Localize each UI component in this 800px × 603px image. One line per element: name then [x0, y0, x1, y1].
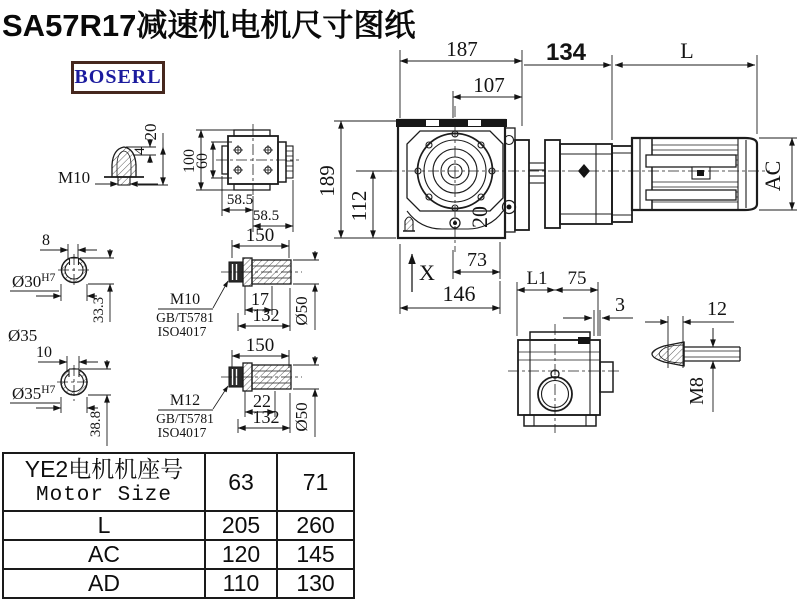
dim-134: 134: [545, 39, 587, 66]
dim-60: 60: [194, 153, 211, 169]
value-AC-71: 145: [277, 540, 354, 569]
dim-20-vertical: 20: [467, 206, 492, 228]
header-frame-71: 71: [277, 453, 354, 511]
table-row-AD: [3, 569, 354, 598]
value-AD-71: 130: [277, 569, 354, 598]
page-title: SA57R17减速机电机尺寸图纸: [2, 8, 416, 43]
dim-10: 10: [36, 344, 52, 361]
boserl-logo: BOSERL: [71, 61, 165, 94]
label-std-gbt5781-upper: GB/T5781: [156, 310, 214, 325]
dim-38-8: 38.8: [88, 410, 104, 438]
dim-dia50-lower: Ø50: [292, 402, 311, 432]
dim-dia50-upper: Ø50: [292, 296, 311, 326]
dim-146: 146: [442, 281, 476, 306]
value-L-63: 205: [205, 511, 277, 540]
dim-17: 17: [251, 289, 269, 309]
label-dia30: $Ø30^{H7}$: [12, 272, 56, 291]
dim-150-upper: 150: [245, 225, 275, 246]
main-view-dimensions: [315, 37, 797, 314]
label-dia35: $Ø35^{H7}$: [12, 384, 56, 403]
bolt-m8-view: [645, 298, 740, 412]
flange-top-view: [181, 124, 299, 232]
row-label-L: L: [3, 511, 205, 540]
dim-150-lower: 150: [245, 335, 275, 356]
label-m8: M8: [686, 377, 708, 405]
label-std-gbt5781-lower: GB/T5781: [156, 411, 214, 426]
dim-20-plug: 20: [141, 123, 160, 141]
dim-58-5-b: 58.5: [252, 208, 280, 224]
dim-3: 3: [615, 294, 625, 316]
header-motor-size: [3, 453, 205, 511]
bore-30-section-view: [10, 232, 114, 323]
value-AD-63: 110: [205, 569, 277, 598]
dim-187: 187: [446, 37, 478, 61]
gearbox-front-view: [396, 119, 516, 238]
dim-58-5-a: 58.5: [226, 192, 254, 208]
shaft-lower-view: [156, 335, 319, 440]
dim-112: 112: [347, 190, 371, 222]
row-label-AD: AD: [3, 569, 205, 598]
dim-107: 107: [473, 73, 505, 97]
dim-AC: AC: [760, 160, 785, 192]
gearbox-bottom-view: [508, 268, 633, 433]
motor-side-view: [388, 106, 770, 252]
label-std-iso4017-lower: ISO4017: [157, 425, 207, 440]
dim-73: 73: [467, 249, 487, 271]
bore-35-section-view: [8, 326, 111, 446]
header-frame-63: 63: [205, 453, 277, 511]
dim-L1: L1: [526, 268, 548, 289]
dim-132-lower: 132: [252, 407, 280, 427]
motor-size-table: [2, 452, 355, 599]
dim-4: 4: [132, 147, 148, 155]
header-motor-size-en: Motor Size: [35, 484, 173, 507]
row-label-AC: AC: [3, 540, 205, 569]
dim-189: 189: [315, 165, 339, 197]
dim-22: 22: [253, 391, 271, 411]
dim-75: 75: [567, 268, 587, 289]
label-std-iso4017-upper: ISO4017: [157, 324, 207, 339]
shaft-upper-view: [156, 225, 319, 339]
value-AC-63: 120: [205, 540, 277, 569]
plug-m10-view: [58, 124, 168, 188]
dim-100: 100: [181, 149, 198, 173]
label-m10-plug: M10: [58, 168, 91, 187]
label-thread-m12: M12: [169, 392, 201, 409]
dim-132-upper: 132: [252, 305, 280, 325]
dim-8: 8: [42, 232, 50, 249]
dim-33-3: 33.3: [91, 296, 107, 324]
dim-L: L: [680, 38, 694, 63]
header-motor-size-zh: YE2电机机座号: [24, 456, 184, 482]
table-row-AC: [3, 540, 354, 569]
label-thread-m10: M10: [169, 291, 201, 308]
table-header-row: [3, 453, 354, 511]
label-dia35-od: Ø35: [8, 326, 38, 345]
value-L-71: 260: [277, 511, 354, 540]
table-row-L: [3, 511, 354, 540]
dim-12: 12: [707, 298, 727, 320]
label-X: X: [419, 260, 435, 285]
